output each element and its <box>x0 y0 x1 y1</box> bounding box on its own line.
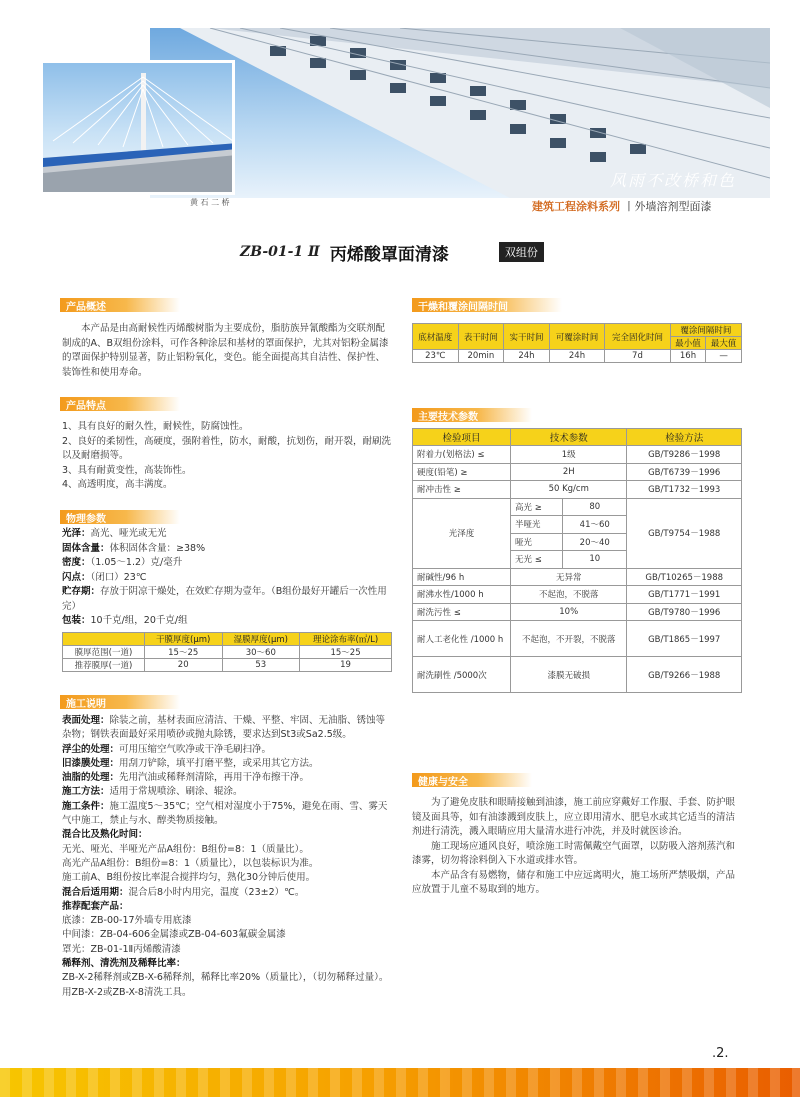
tech-params-table <box>412 428 742 693</box>
table-row <box>413 621 742 657</box>
param-label: 贮存期： <box>62 586 101 597</box>
param-label: 固体含量： <box>62 542 110 554</box>
param-value: （闭口）23℃ <box>90 571 147 583</box>
construction-paragraph <box>62 886 394 900</box>
paragraph-text: 混合后8小时内用完，温度（23±2）℃。 <box>128 886 305 898</box>
table-cell: GB/T9266－1988 <box>627 657 742 693</box>
table-cell: 2H <box>511 463 627 481</box>
product-code: ZB-01-1 Ⅱ <box>240 244 320 260</box>
param-flashpoint <box>62 571 392 586</box>
table-subheader: 最小值 <box>670 337 706 350</box>
table-row <box>413 603 742 621</box>
table-cell: 高光 ≥ <box>511 498 563 516</box>
table-cell: 15～25 <box>144 646 222 659</box>
table-header-row <box>63 633 392 646</box>
table-cell: 20～40 <box>563 533 627 551</box>
bridge-caption: 黄 石 二 桥 <box>190 198 230 207</box>
param-label: 闪点： <box>62 571 91 583</box>
construction-paragraph <box>62 785 394 799</box>
table-row <box>413 657 742 693</box>
table-header: 覆涂间隔时间 <box>670 324 741 337</box>
brand-series: 建筑工程涂料系列 <box>532 200 620 213</box>
param-label: 包装： <box>62 615 91 626</box>
table-cell: 不起泡，不开裂，不脱落 <box>511 621 627 657</box>
construction-paragraph <box>62 843 394 857</box>
paragraph-text: 可用压缩空气吹净或干净毛刷扫净。 <box>119 743 272 755</box>
table-cell: 耐碱性/96 h <box>413 568 511 586</box>
table-row <box>413 586 742 604</box>
table-row <box>413 350 742 363</box>
table-cell: 哑光 <box>511 533 563 551</box>
table-header: 理论涂布率(㎡/L) <box>300 633 392 646</box>
table-header <box>63 633 145 646</box>
table-cell: 16h <box>670 350 706 363</box>
table-cell: 耐洗刷性 /5000次 <box>413 657 511 693</box>
table-cell: GB/T9754－1988 <box>627 498 742 568</box>
film-thickness-table <box>62 632 392 672</box>
product-name: 丙烯酸罩面清漆 <box>329 244 449 265</box>
paragraph-text: 除装之前，基材表面应清洁、干燥、平整、牢固、无油脂、锈蚀等杂物；钢铁表面最好采用喷砂或抛丸除锈，要求达到St3或Sa2.5级。 <box>62 715 386 741</box>
table-cell: GB/T9286－1998 <box>627 446 742 464</box>
table-subheader: 最大值 <box>706 337 742 350</box>
param-value: 体积固体含量：≥38% <box>109 542 206 554</box>
table-row <box>413 498 742 516</box>
table-row <box>413 463 742 481</box>
paragraph-label: 施工方法： <box>62 786 110 798</box>
table-row <box>413 568 742 586</box>
section-heading-tech: 主要技术参数 <box>412 408 532 422</box>
drying-time-table <box>412 323 742 363</box>
feature-item: 3、具有耐黄变性，高装饰性。 <box>62 464 192 476</box>
table-header: 完全固化时间 <box>605 324 670 350</box>
param-density <box>62 556 392 571</box>
paragraph-label: 混合比及熟化时间： <box>62 829 148 841</box>
table-header: 底材温度 <box>413 324 459 350</box>
physical-params <box>62 527 392 629</box>
paragraph-text: 用刮刀铲除，填平打磨平整，或采用其它方法。 <box>119 757 319 769</box>
table-cell: 15～25 <box>300 646 392 659</box>
table-cell: GB/T1771－1991 <box>627 586 742 604</box>
table-row <box>413 481 742 499</box>
table-cell: GB/T1865－1997 <box>627 621 742 657</box>
construction-paragraph <box>62 928 394 942</box>
paragraph-label: 旧漆膜处理： <box>62 757 120 769</box>
product-type-badge: 双组份 <box>499 242 544 262</box>
table-row <box>63 646 392 659</box>
table-row <box>63 659 392 672</box>
construction-paragraph <box>62 971 394 1000</box>
paragraph-label: 稀释剂、清洗剂及稀释比率： <box>62 958 186 970</box>
table-header: 检验项目 <box>413 429 511 446</box>
overview-paragraph: 本产品是由高耐候性丙烯酸树脂为主要成份，脂肪族异氰酸酯为交联剂配制成的A、B双组份涂料，可作各种涂层和基材的罩面保护，尤其对铝粉金属漆的罩面保护特别显著，防止铝粉氧化，变色。能全面提高其自洁性、保护性、装饰性和使用寿命。 <box>62 323 389 378</box>
paragraph-label: 浮尘的处理： <box>62 743 120 755</box>
table-row <box>413 446 742 464</box>
table-cell: 20min <box>458 350 504 363</box>
table-cell: 耐沸水性/1000 h <box>413 586 511 604</box>
feature-item: 4、高透明度，高丰满度。 <box>62 479 173 490</box>
table-cell: 无光 ≤ <box>511 551 563 569</box>
table-cell: 耐冲击性 ≥ <box>413 481 511 499</box>
table-cell: 漆膜无破损 <box>511 657 627 693</box>
feature-item: 1、具有良好的耐久性，耐候性，防腐蚀性。 <box>62 421 249 432</box>
param-storage <box>62 585 392 614</box>
param-value: 存放于阴凉干燥处，在效贮存期为壹年。（B组份最好开罐后一次性用完） <box>62 586 387 612</box>
footer-bar <box>0 1068 800 1097</box>
table-cell: GB/T6739－1996 <box>627 463 742 481</box>
table-cell: 不起泡，不脱落 <box>511 586 627 604</box>
paragraph-text: 施工前A、B组份按比率混合搅拌均匀，熟化30分钟后使用。 <box>62 872 316 884</box>
paragraph-label: 表面处理： <box>62 715 110 726</box>
construction-paragraph <box>62 714 394 743</box>
table-cell: GB/T9780－1996 <box>627 603 742 621</box>
paragraph-text: 中间漆：ZB-04-606金属漆或ZB-04-603氟碳金属漆 <box>62 929 286 941</box>
overview-text <box>62 322 392 380</box>
table-cell: 30～60 <box>222 646 300 659</box>
paragraph-text: 适用于常规喷涂、刷涂、辊涂。 <box>109 786 243 798</box>
param-packaging <box>62 614 392 629</box>
brand-subtitle: 丨外墙溶剂型面漆 <box>623 200 712 213</box>
table-cell: 53 <box>222 659 300 672</box>
construction-paragraph <box>62 757 394 771</box>
section-heading-drying: 干燥和覆涂间隔时间 <box>412 298 562 312</box>
table-cell: 24h <box>549 350 605 363</box>
table-cell: 膜厚范围(一道) <box>63 646 145 659</box>
construction-paragraph <box>62 914 394 928</box>
construction-paragraph <box>62 857 394 871</box>
features-list <box>62 420 392 493</box>
construction-text <box>62 714 394 1000</box>
table-header: 检验方法 <box>627 429 742 446</box>
construction-paragraph <box>62 828 394 842</box>
paragraph-text: 罩光：ZB-01-1Ⅱ丙烯酸清漆 <box>62 943 181 955</box>
construction-paragraph <box>62 957 394 971</box>
page-number: .2. <box>712 1046 729 1061</box>
table-cell: 24h <box>504 350 550 363</box>
slogan-text: 风雨不改桥和色 <box>610 171 737 190</box>
brand-line <box>532 198 712 214</box>
construction-paragraph <box>62 771 394 785</box>
table-cell: GB/T10265－1988 <box>627 568 742 586</box>
table-cell: 耐人工老化性 /1000 h <box>413 621 511 657</box>
construction-paragraph <box>62 743 394 757</box>
table-cell: 10% <box>511 603 627 621</box>
param-label: 光泽： <box>62 528 91 539</box>
paragraph-text: 无光、哑光、半哑光产品A组份：B组份=8：1（质量比）。 <box>62 843 309 855</box>
table-cell: 10 <box>563 551 627 569</box>
bridge-illustration <box>43 63 235 195</box>
table-cell: 19 <box>300 659 392 672</box>
table-header: 可覆涂时间 <box>549 324 605 350</box>
section-heading-features: 产品特点 <box>60 397 180 411</box>
paragraph-text: 底漆：ZB-00-17外墙专用底漆 <box>62 915 192 927</box>
table-cell: 1级 <box>511 446 627 464</box>
product-title <box>240 240 544 264</box>
construction-paragraph <box>62 800 394 829</box>
paragraph-text: 施工温度5～35℃；空气相对湿度小于75%，避免在雨、雪、雾天气中施工，禁止与水、醇类物质接触。 <box>62 800 388 827</box>
table-cell: 20 <box>144 659 222 672</box>
header-banner <box>0 0 800 222</box>
table-header: 湿膜厚度(μm) <box>222 633 300 646</box>
table-header: 干膜厚度(μm) <box>144 633 222 646</box>
table-header: 技术参数 <box>511 429 627 446</box>
table-cell: 无异常 <box>511 568 627 586</box>
construction-paragraph <box>62 900 394 914</box>
table-cell: — <box>706 350 742 363</box>
param-solids <box>62 542 392 557</box>
table-cell: 41～60 <box>563 516 627 534</box>
section-heading-construction: 施工说明 <box>60 695 180 709</box>
table-cell: 硬度(铅笔) ≥ <box>413 463 511 481</box>
safety-text <box>412 796 742 898</box>
table-cell: 附着力(划格法) ≤ <box>413 446 511 464</box>
construction-paragraph <box>62 871 394 885</box>
table-cell: 23℃ <box>413 350 459 363</box>
param-value: （1.05～1.2）克/毫升 <box>90 557 183 568</box>
table-cell: 光泽度 <box>413 498 511 568</box>
bridge-photo <box>40 60 235 195</box>
table-header-row <box>413 324 742 337</box>
paragraph-text: ZB-X-2稀释剂或ZB-X-6稀释剂，稀释比率20%（质量比），（切勿稀释过量）。用ZB-X-2或ZB-X-8清洗工具。 <box>62 972 389 998</box>
paragraph-text: 先用汽油或稀释剂清除，再用干净布擦干净。 <box>119 772 310 784</box>
param-value: 高光、哑光或无光 <box>90 528 167 539</box>
table-cell: GB/T1732－1993 <box>627 481 742 499</box>
param-gloss <box>62 527 392 542</box>
table-cell: 半哑光 <box>511 516 563 534</box>
safety-paragraph: 为了避免皮肤和眼睛接触到油漆，施工前应穿戴好工作服、手套、防护眼镜及面具等，如有油漆溅到皮肤上，应立即用清水、肥皂水或其它适当的清洁剂进行清洗，溅入眼睛应用大量清水进行冲洗，并及时就医诊治。 <box>412 797 736 837</box>
table-cell: 推荐膜厚(一道) <box>63 659 145 672</box>
table-cell: 50 Kg/cm <box>511 481 627 499</box>
section-heading-physical: 物理参数 <box>60 510 180 524</box>
safety-paragraph: 施工现场应通风良好，喷涂施工时需佩戴空气面罩，以防吸入溶剂蒸汽和漆雾，切勿将涂料倒入下水道或排水管。 <box>412 840 736 866</box>
paragraph-text: 高光产品A组份：B组份=8：1（质量比），以包装标识为准。 <box>62 857 319 869</box>
paragraph-label: 施工条件： <box>62 800 110 812</box>
table-header: 表干时间 <box>458 324 504 350</box>
paragraph-label: 混合后适用期： <box>62 886 129 898</box>
paragraph-label: 推荐配套产品： <box>62 900 129 912</box>
table-header: 实干时间 <box>504 324 550 350</box>
construction-paragraph <box>62 943 394 957</box>
param-value: 10千克/组，20千克/组 <box>90 615 188 626</box>
section-heading-overview: 产品概述 <box>60 298 180 312</box>
table-cell: 80 <box>563 498 627 516</box>
section-heading-safety: 健康与安全 <box>412 773 532 787</box>
safety-paragraph: 本产品含有易燃物，储存和施工中应远离明火，施工场所严禁吸烟，产品应放置于儿童不易取到的地方。 <box>412 869 736 895</box>
table-cell: 耐洗污性 ≤ <box>413 603 511 621</box>
table-header-row <box>413 429 742 446</box>
param-label: 密度： <box>62 557 91 568</box>
table-cell: 7d <box>605 350 670 363</box>
paragraph-label: 油脂的处理： <box>62 772 120 784</box>
feature-item: 2、良好的柔韧性，高硬度，强附着性，防水，耐酸，抗划伤，耐开裂，耐刷洗以及耐磨损等。 <box>62 435 392 461</box>
